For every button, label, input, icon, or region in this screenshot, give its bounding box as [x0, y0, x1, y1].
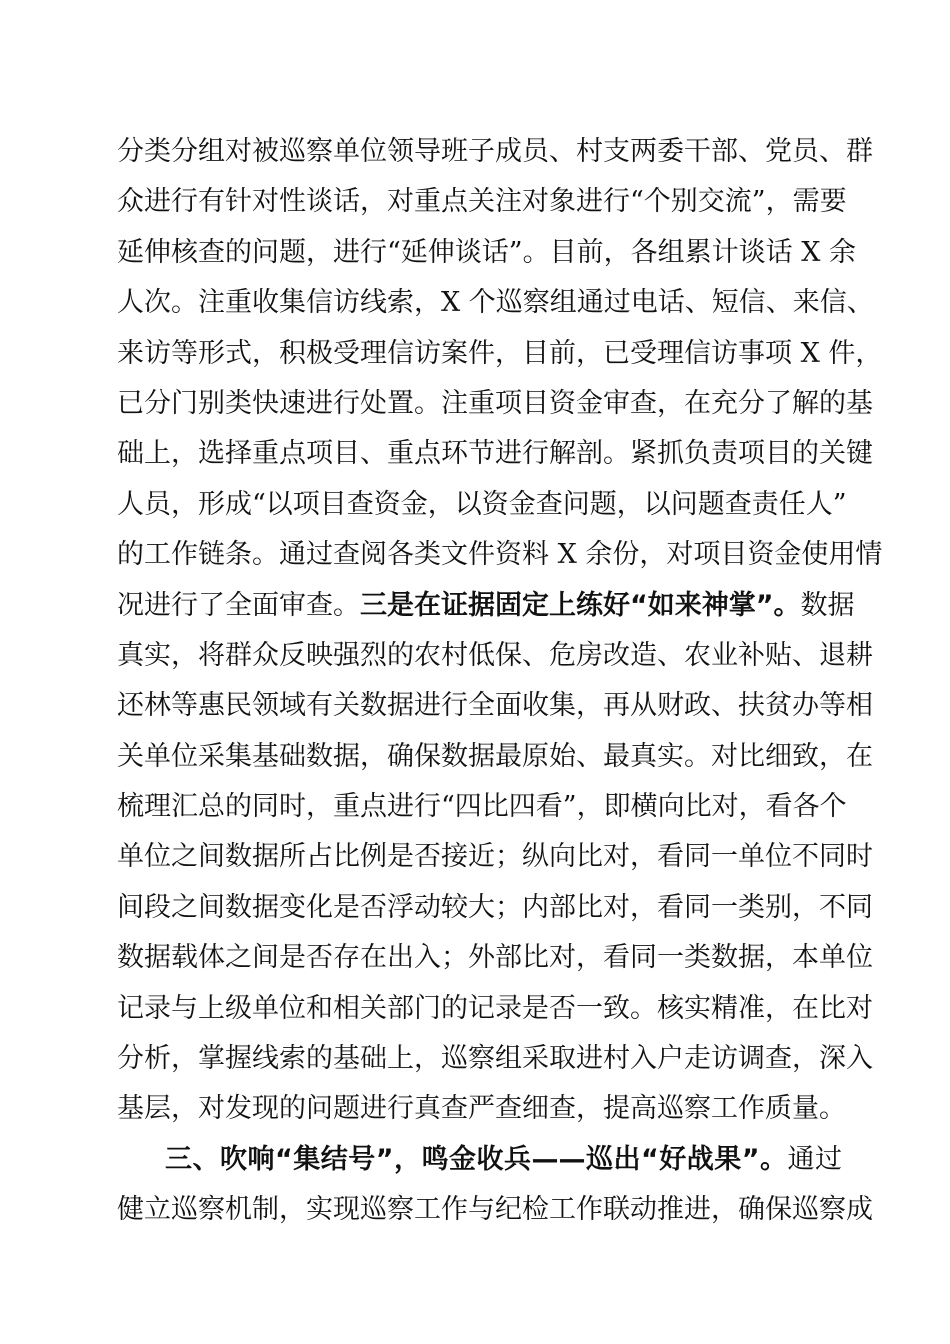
text-segment: 况进行了全面审查。 [117, 589, 360, 621]
text-line: 础上，选择重点项目、重点环节进行解剖。紧抓负责项目的关键 [117, 438, 873, 470]
text-line: 数据载体之间是否存在出入；外部比对，看同一类数据，本单位 [117, 942, 873, 974]
section-subheading: 三是在证据固定上练好“如来神掌”。 [360, 589, 801, 621]
text-segment: 通过 [787, 1143, 843, 1175]
text-line: 众进行有针对性谈话，对重点关注对象进行“个别交流”，需要 [117, 186, 847, 218]
text-line: 人次。注重收集信访线索，X 个巡察组通过电话、短信、来信、 [117, 287, 874, 319]
text-line: 人员，形成“以项目查资金，以资金查问题，以问题查责任人” [117, 488, 847, 520]
text-line: 的工作链条。通过查阅各类文件资料 X 余份，对项目资金使用情 [117, 539, 883, 571]
text-line: 基层，对发现的问题进行真查严查细查，提高巡察工作质量。 [117, 1093, 846, 1125]
text-line: 延伸核查的问题，进行“延伸谈话”。目前，各组累计谈话 X 余 [117, 236, 856, 268]
text-line: 梳理汇总的同时，重点进行“四比四看”，即横向比对，看各个 [117, 791, 847, 823]
section-heading-line [117, 1135, 842, 1185]
text-line: 记录与上级单位和相关部门的记录是否一致。核实精准，在比对 [117, 992, 873, 1024]
text-line: 已分门别类快速进行处置。注重项目资金审查，在充分了解的基 [117, 387, 873, 419]
text-line: 关单位采集基础数据，确保数据最原始、最真实。对比细致，在 [117, 740, 873, 772]
text-line: 来访等形式，积极受理信访案件，目前，已受理信访事项 X 件， [117, 337, 883, 369]
text-segment: 数据 [800, 589, 855, 621]
text-line: 分析，掌握线索的基础上，巡察组采取进村入户走访调查，深入 [117, 1043, 873, 1075]
text-line: 还林等惠民领域有关数据进行全面收集，再从财政、扶贫办等相 [117, 690, 873, 722]
text-line: 真实，将群众反映强烈的农村低保、危房改造、农业补贴、退耕 [117, 639, 873, 671]
section-heading: 三、吹响“集结号”，鸣金收兵——巡出“好战果”。 [165, 1143, 788, 1175]
text-line: 单位之间数据所占比例是否接近；纵向比对，看同一单位不同时 [117, 841, 873, 873]
body-text [117, 127, 883, 1236]
text-line-with-heading [117, 581, 855, 631]
text-line: 健立巡察机制，实现巡察工作与纪检工作联动推进，确保巡察成 [117, 1194, 873, 1226]
text-line: 分类分组对被巡察单位领导班子成员、村支两委干部、党员、群 [117, 136, 873, 167]
text-line: 间段之间数据变化是否浮动较大；内部比对，看同一类别，不同 [117, 891, 873, 923]
